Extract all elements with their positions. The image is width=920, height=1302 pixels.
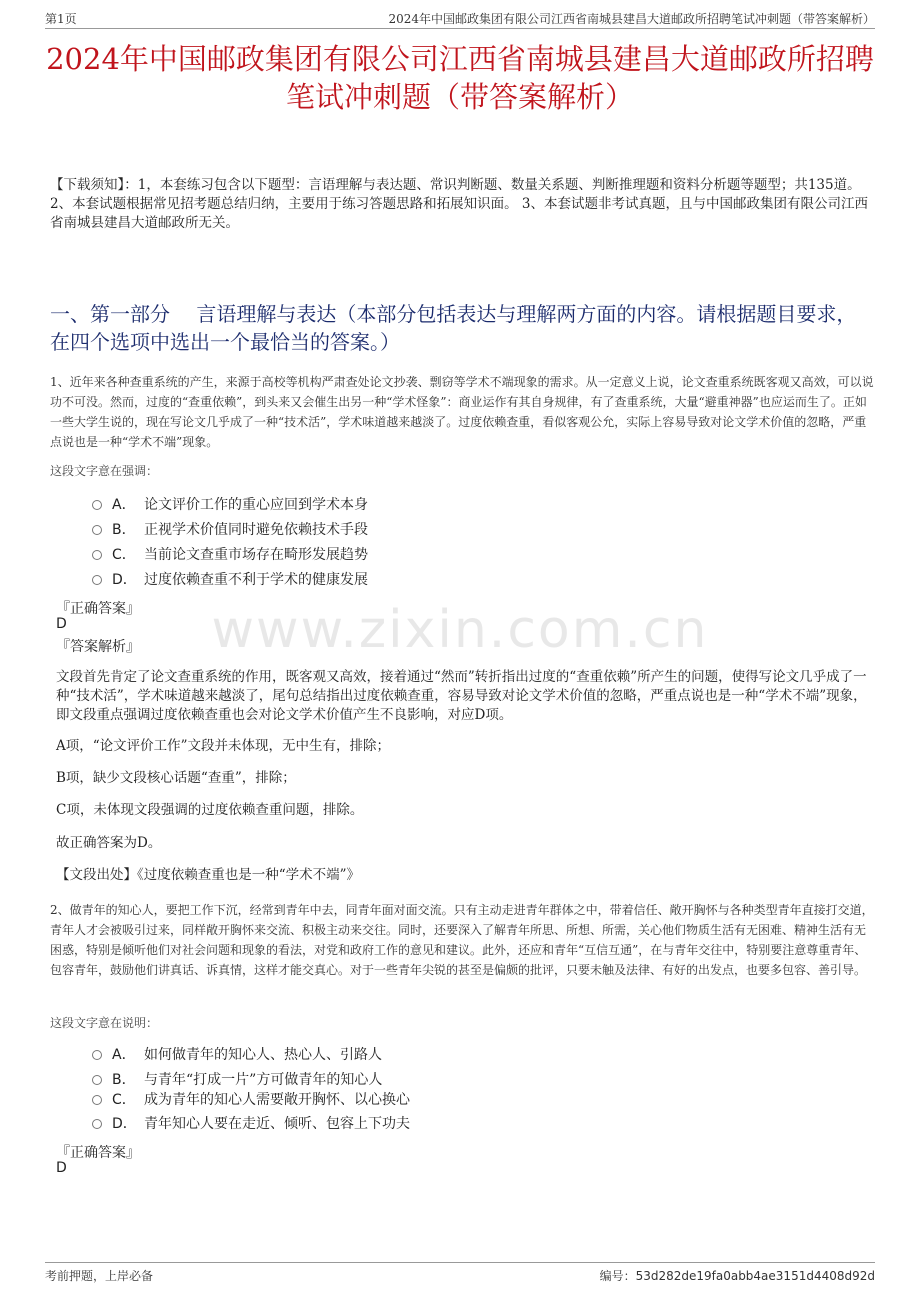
q1-analysis-c: C项，未体现文段强调的过度依赖查重问题，排除。 [56,802,364,818]
question-2-text: 2、做青年的知心人，要把工作下沉，经常到青年中去，同青年面对面交流。只有主动走进青年群体之中，带着信任、敞开胸怀与各种类型青年直接打交道，青年人才会被吸引过来，同样敞开胸怀来交流、积极主动来交往。同时，还要深入了解青年所思、所想、所需，关心他们物质生活有无困难、精神生活有无困惑，特别是倾听他们对社会问题和现象的看法，对党和政府工作的意见和建议。此外，还应和青年“互信互通”，在与青年交往中，特别要注意尊重青年、包容青年，鼓励他们讲真话、诉真情，这样才能交真心。对于一些青年尖锐的甚至是偏颇的批评，只要未触及法律、有好的出发点，也要多包容、善引导。 [50,903,874,977]
q2-option-d[interactable]: D． 青年知心人要在走近、倾听、包容上下功夫 [92,1114,410,1134]
download-notice: 【下载须知】：1，本套练习包含以下题型：言语理解与表达题、常识判断题、数量关系题、判断推理题和资料分析题等题型；共135道。 2、本套试题根据常见招考题总结归纳，主要用于练习答题思路和拓展知识面。 3、本套试题非考试真题，且与中国邮政集团有限公司江西省南城县建昌大道邮政所无关。 [50,177,868,231]
q1-analysis-b: B项，缺少文段核心话题“查重”，排除； [56,770,296,786]
q2-answer: D [56,1160,67,1176]
footer-slogan: 考前押题，上岸必备 [45,1269,154,1283]
radio-icon[interactable] [92,575,102,585]
document-title: 2024年中国邮政集团有限公司江西省南城县建昌大道邮政所招聘笔试冲刺题（带答案解析） [46,42,874,114]
page-number: 第1页 [45,12,77,26]
radio-icon[interactable] [92,1119,102,1129]
radio-icon[interactable] [92,550,102,560]
page-header [45,8,875,29]
q1-option-a[interactable]: A． 论文评价工作的重心应回到学术本身 [92,495,368,515]
question-1-prompt: 这段文字意在强调： [50,464,159,478]
q1-answer: D [56,616,67,632]
section-heading: 一、第一部分 言语理解与表达（本部分包括表达与理解两方面的内容。请根据题目要求，在四个选项中选出一个最恰当的答案。） [50,302,857,354]
question-1-text: 1、近年来各种查重系统的产生，来源于高校等机构严肃查处论文抄袭、剽窃等学术不端现象的需求。从一定意义上说，论文查重系统既客观又高效，可以说功不可没。然而，过度的“查重依赖”，到头来又会催生出另一种“学术怪象”：商业运作有其自身规律，有了查重系统，大量“避重神器”也应运而生了。正如一些大学生说的，现在写论文几乎成了一种“技术活”，学术味道越来越淡了。过度依赖查重，看似客观公允，实际上容易导致对论文学术价值的忽略，严重点说也是一种“学术不端”现象。 [50,375,874,449]
q1-source: 【文段出处】《过度依赖查重也是一种“学术不端”》 [56,867,361,883]
radio-icon[interactable] [92,1095,102,1105]
q2-option-c[interactable]: C． 成为青年的知心人需要敞开胸怀、以心换心 [92,1090,410,1110]
radio-icon[interactable] [92,525,102,535]
q2-option-b[interactable]: B． 与青年“打成一片”方可做青年的知心人 [92,1070,382,1090]
q1-option-b[interactable]: B． 正视学术价值同时避免依赖技术手段 [92,520,368,540]
q1-analysis-paragraph: 文段首先肯定了论文查重系统的作用，既客观又高效，接着通过“然而”转折指出过度的“查重依赖”所产生的问题，使得写论文几乎成了一种“技术活”，学术味道越来越淡了，尾句总结指出过度依赖查重，容易导致对论文学术价值的忽略，严重点说也是一种“学术不端”现象，即文段重点强调过度依赖查重也会对论文学术价值产生不良影响，对应D项。 [56,669,867,723]
q1-analysis-label: 『答案解析』 [56,639,140,655]
q1-analysis-conclusion: 故正确答案为D。 [56,835,162,851]
radio-icon[interactable] [92,1050,102,1060]
q2-answer-label: 『正确答案』 [56,1145,140,1161]
radio-icon[interactable] [92,500,102,510]
watermark: www.zixin.com.cn [211,600,709,660]
q1-option-d[interactable]: D． 过度依赖查重不利于学术的健康发展 [92,570,368,590]
page-footer [45,1262,875,1281]
q1-option-c[interactable]: C． 当前论文查重市场存在畸形发展趋势 [92,545,368,565]
q1-analysis-a: A项，“论文评价工作”文段并未体现，无中生有，排除； [56,738,391,754]
question-2-prompt: 这段文字意在说明： [50,1016,159,1030]
footer-doc-id: 编号：53d282de19fa0abb4ae3151d4408d92d [599,1269,875,1283]
q2-option-a[interactable]: A． 如何做青年的知心人、热心人、引路人 [92,1045,382,1065]
q1-answer-label: 『正确答案』 [56,601,140,617]
header-doc-title: 2024年中国邮政集团有限公司江西省南城县建昌大道邮政所招聘笔试冲刺题（带答案解析） [388,12,875,26]
radio-icon[interactable] [92,1075,102,1085]
